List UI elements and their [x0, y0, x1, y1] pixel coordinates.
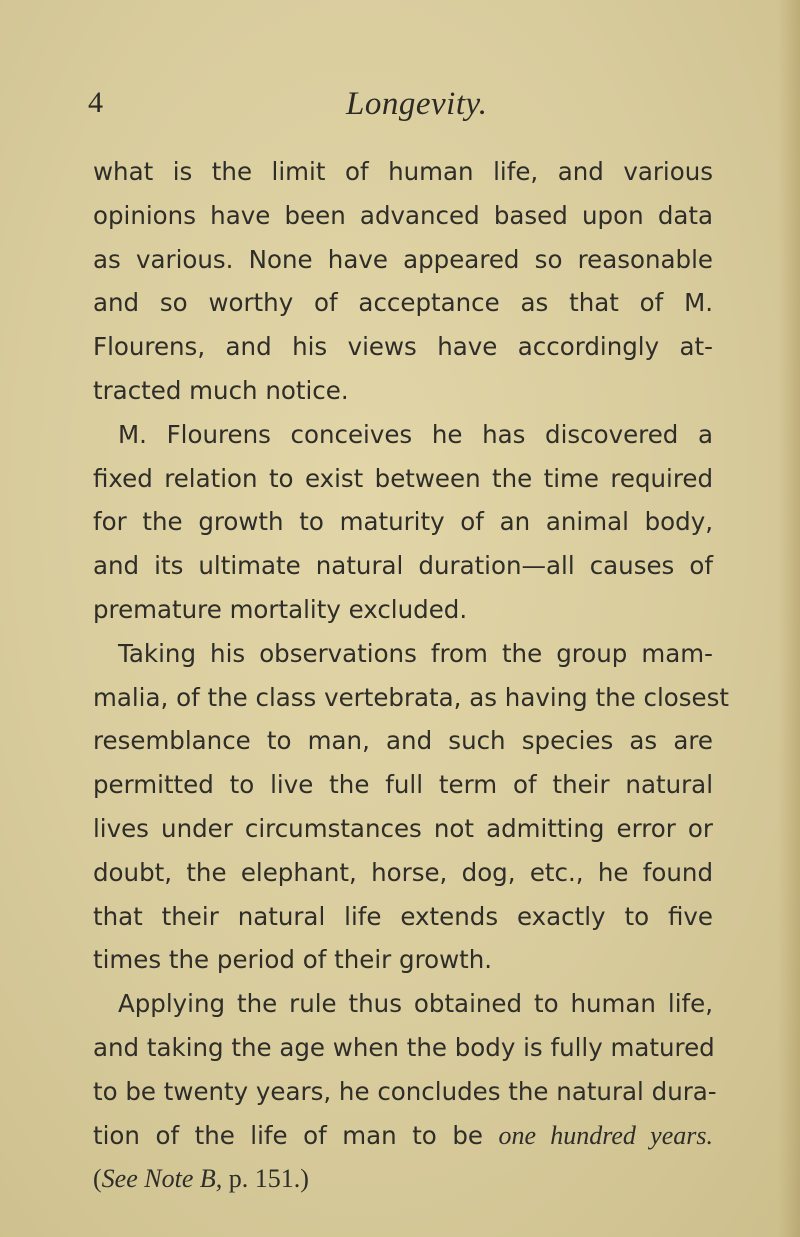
paragraph: [93, 632, 729, 982]
text-line: doubt, the elephant, horse, dog, etc., he found: [93, 857, 713, 887]
running-title: Longevity.: [346, 86, 488, 122]
page-header: [88, 86, 648, 130]
text-line: times the period of their growth.: [93, 945, 493, 975]
text-line: opinions have been advanced based upon data: [93, 200, 713, 230]
text-line: that their natural life extends exactly to five: [93, 901, 713, 931]
page-number: 4: [88, 86, 103, 119]
page-edge-shadow: [778, 0, 800, 1237]
text-line: Applying the rule thus obtained to human life,: [118, 989, 713, 1019]
text-line: Flourens, and his views have accordingly at-: [93, 332, 713, 362]
text-line: malia, of the class vertebrata, as having the closest: [93, 682, 729, 712]
text-line: M. Flourens conceives he has discovered a: [118, 419, 713, 449]
text-line: permitted to live the full term of their natural: [93, 770, 713, 800]
text-segment: tion of the life of man to be: [93, 1120, 499, 1150]
note-paren-open: (: [93, 1164, 102, 1194]
text-line: as various. None have appeared so reasonable: [93, 244, 713, 274]
text-line: and so worthy of acceptance as that of M.: [93, 288, 713, 318]
paragraph: [93, 413, 713, 632]
text-line: to be twenty years, he concludes the natural dura-: [93, 1076, 717, 1106]
text-line: premature mortality excluded.: [93, 594, 468, 624]
note-label: See Note B,: [101, 1164, 223, 1194]
text-line: and its ultimate natural duration—all causes of: [93, 551, 713, 581]
text-line: tracted much notice.: [93, 375, 349, 405]
emphasis-text: one hundred years.: [498, 1120, 713, 1150]
text-line: [93, 1114, 713, 1158]
paragraph: [93, 150, 713, 413]
text-line: lives under circumstances not admitting error or: [93, 813, 713, 843]
paragraph: [93, 982, 717, 1201]
note-page: p. 151.): [222, 1164, 309, 1194]
body-text: [93, 150, 729, 1201]
text-line: and taking the age when the body is fully matured: [93, 1032, 715, 1062]
text-line: what is the limit of human life, and various: [93, 157, 713, 186]
text-line: resemblance to man, and such species as are: [93, 726, 713, 756]
text-line: fixed relation to exist between the time required: [93, 463, 713, 493]
note-reference: [93, 1157, 713, 1201]
text-line: Taking his observations from the group mam-: [118, 638, 713, 668]
text-line: for the growth to maturity of an animal body,: [93, 507, 713, 537]
